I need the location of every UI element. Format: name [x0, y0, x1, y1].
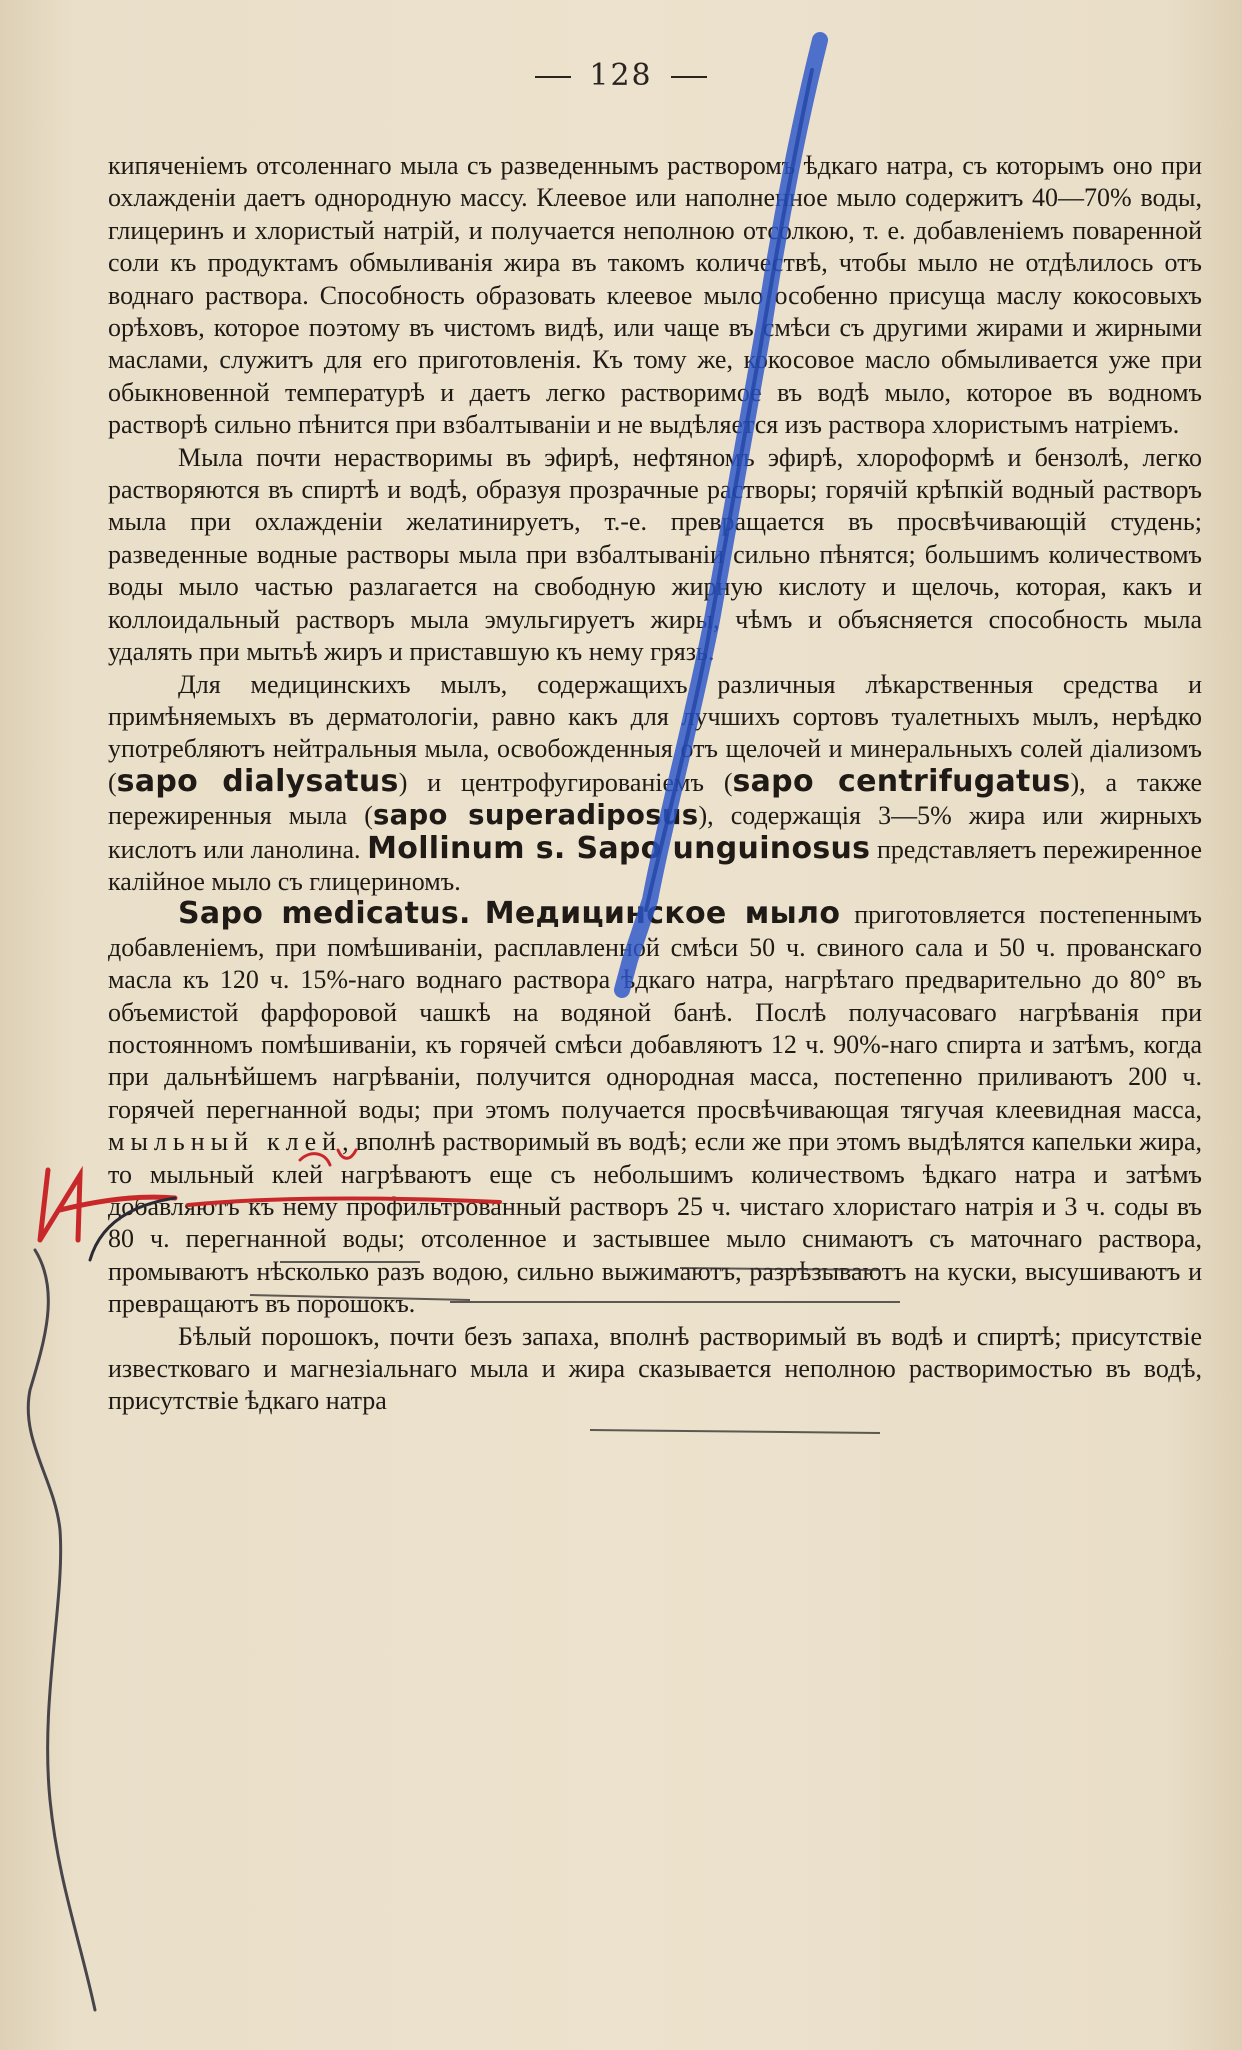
p4-text-b: , вполнѣ растворимый въ водѣ; если же при этомъ выдѣлятся капельки жира, то мыльный клей нагрѣваютъ еще съ небольшимъ количествомъ ѣдкаго натра и затѣмъ добавляютъ къ нему профильтрованный растворъ 25 ч. чистаго хлористаго натрія и 3 ч. соды въ 80 ч. перегнанной воды; отсоленное и застывшее мыло снимаютъ съ маточнаго раствора, промываютъ нѣсколько разъ водою, сильно выжимаютъ, разрѣзываютъ на куски, высушиваютъ и превращаютъ въ порошокъ.: [108, 1127, 1202, 1319]
underline-water-amount: [590, 1430, 880, 1433]
paragraph-3: [108, 669, 1202, 899]
latin-term-mollinum: Mollinum s. Sapo unguinosus: [367, 830, 871, 866]
paragraph-4: [108, 898, 1202, 1320]
p3-text-d: ), содержащія 3—5% жира или жирныхъ кислотъ или ланолина.: [108, 801, 1202, 864]
paragraph-1: кипяченіемъ отсоленнаго мыла съ разведеннымъ растворомъ ѣдкаго натра, съ которымъ оно при охлажденіи даетъ однородную массу. Клеевое или наполненное мыло содержитъ 40—70% воды, глицеринъ и хлористый натрій, и получается неполною отсолкою, т. е. добавленіемъ поваренной соли къ продуктамъ обмыливанія жира въ такомъ количествѣ, чтобы мыло не отдѣлилось отъ воднаго раствора. Способность образовать клеевое мыло особенно присуща маслу кокосовыхъ орѣховъ, которое поэтому въ чистомъ видѣ, или чаще въ смѣси съ другими жирами и жирными маслами, служитъ для его приготовленія. Къ тому же, кокосовое масло обмыливается уже при обыкновенной температурѣ и даетъ легко растворимое въ водѣ мыло, которое въ водномъ растворѣ сильно пѣнится при взбалтываніи и не выдѣляется изъ раствора хлористымъ натріемъ.: [108, 151, 1202, 440]
p4-text-a: приготовляется постепеннымъ добавленіемъ, при помѣшиваніи, расплавленной смѣси 50 ч. свиного сала и 50 ч. прованскаго масла къ 120 ч. 15%-наго воднаго раствора ѣдкаго натра, нагрѣтаго предварительно до 80° въ объемистой фарфоровой чашкѣ на водяной банѣ. Послѣ получасоваго нагрѣванія при постоянномъ помѣшиваніи, къ горячей смѣси добавляютъ 12 ч. 90%-наго спирта и затѣмъ, когда при дальнѣйшемъ нагрѣваніи, получится однородная масса, постепенно приливаютъ 200 ч. горячей перегнанной воды; при этомъ получается просвѣчивающая тягучая клеевидная масса,: [108, 900, 1203, 1124]
p3-text-b: ) и центрофугированіемъ (: [398, 767, 733, 797]
p3-text-e: представляетъ пережиренное калійное мыло съ глицериномъ.: [108, 834, 1202, 896]
text-body: [108, 150, 1202, 1418]
page-number: 128: [589, 58, 653, 93]
page-header: [0, 58, 1242, 93]
header-dash-right: [671, 76, 707, 78]
p4-spaced-term: мыльный клей: [108, 1127, 343, 1157]
paragraph-5: Бѣлый порошокъ, почти безъ запаха, вполнѣ растворимый въ водѣ и спиртѣ; присутствіе известковаго и магнезіальнаго мыла и жира сказывается неполною растворимостью въ водѣ, присутствіе ѣдкаго натра: [108, 1321, 1202, 1416]
latin-term-dialysatus: sapo dialysatus: [116, 763, 399, 799]
p3-text-c: ), а также пережиренныя мыла (: [108, 767, 1202, 831]
latin-term-centrifugatus: sapo centrifugatus: [732, 763, 1071, 799]
section-heading-russian: Медицинское мыло: [484, 896, 841, 932]
paragraph-2: Мыла почти нерастворимы въ эфирѣ, нефтяномъ эфирѣ, хлороформѣ и бензолѣ, легко растворяются въ спиртѣ и водѣ, образуя прозрачные растворы; горячій крѣпкій водный растворъ мыла при охлажденіи желатинируетъ, т.-е. превращается въ просвѣчивающій студень; разведенные водные растворы мыла при взбалтываніи сильно пѣнятся; большимъ количествомъ воды мыло частью разлагается на свободную жирную кислоту и щелочь, которая, какъ и коллоидальный растворъ мыла эмульгируетъ жиры, чѣмъ и объясняется способность мыла удалять при мытьѣ жиръ и приставшую къ нему грязь.: [108, 442, 1202, 667]
header-dash-left: [535, 76, 571, 78]
section-heading-latin: Sapo medicatus.: [178, 896, 471, 932]
dark-pen-margin-curve: [28, 1250, 95, 2010]
p3-text-a: Для медицинскихъ мылъ, содержащихъ различныя лѣкарственныя средства и примѣняемыхъ въ дерматологіи, равно какъ для лучшихъ сортовъ туалетныхъ мылъ, нерѣдко употребляютъ нейтральныя мыла, освобожденныя отъ щелочей и минеральныхъ солей діализомъ (: [108, 669, 1202, 797]
latin-term-superadiposus: sapo superadiposus: [372, 799, 699, 832]
